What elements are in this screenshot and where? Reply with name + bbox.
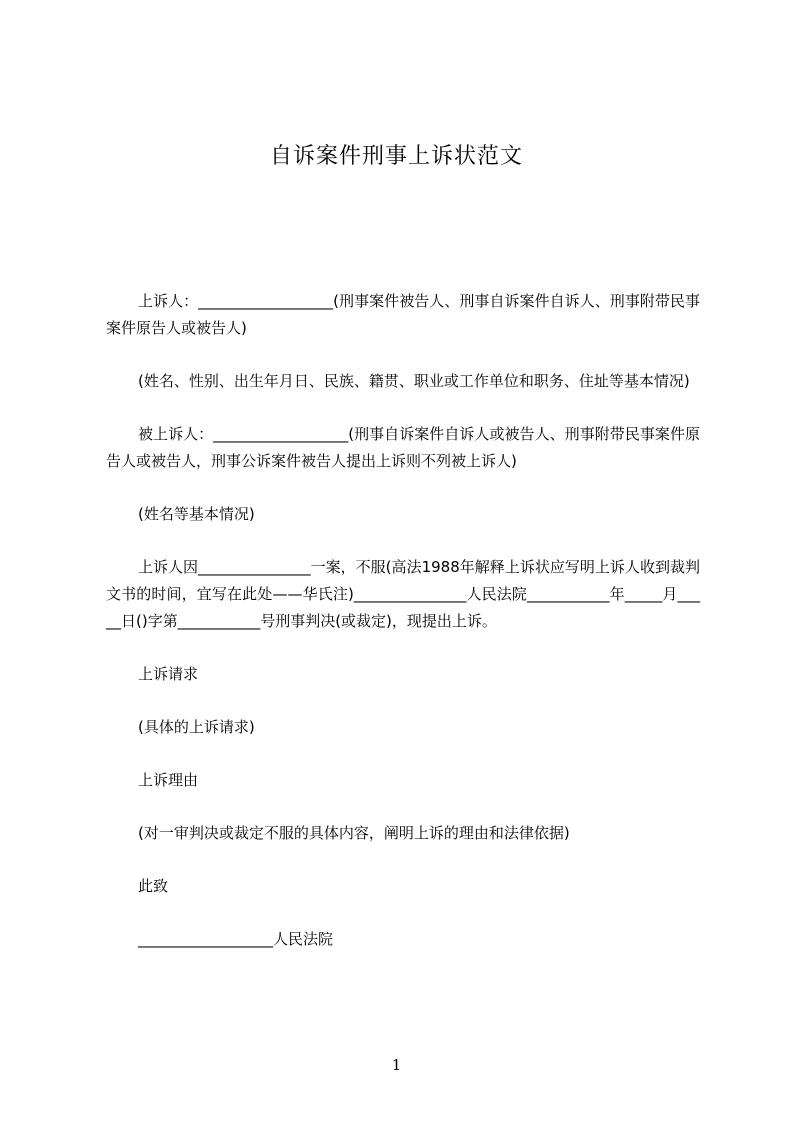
appeal-request-content: (具体的上诉请求) [138,718,255,736]
appellant-paragraph: 上诉人：__________________(刑事案件被告人、刑事自诉案件自诉人、刑事附带民事案件原告人或被告人) [106,292,700,337]
salutation: 此致 [138,877,169,895]
court-addressee: __________________人民法院 [138,930,334,948]
appellant-info-paragraph: (姓名、性别、出生年月日、民族、籍贯、职业或工作单位和职务、住址等基本情况) [138,372,690,390]
appeal-reason-paragraph: 上诉人因_______________一案，不服(高法1988年解释上诉状应写明上诉人收到裁判文书的时间，宜写在此处——华氏注)_______________人民法院___________年_____月_____日()字第___________号刑事判决(或裁定)，现提出上诉。 [106,558,700,630]
document-title: 自诉案件刑事上诉状范文 [269,144,523,169]
document-body [106,288,700,979]
page-number: 1 [391,1056,402,1074]
appeal-grounds-heading: 上诉理由 [138,771,199,789]
appellee-paragraph: 被上诉人：__________________(刑事自诉案件自诉人或被告人、刑事附带民事案件原告人或被告人，刑事公诉案件被告人提出上诉则不列被上诉人) [106,425,700,470]
appellee-info-paragraph: (姓名等基本情况) [138,505,255,523]
appeal-grounds-content: (对一审判决或裁定不服的具体内容，阐明上诉的理由和法律依据) [138,824,570,842]
appeal-request-heading: 上诉请求 [138,665,199,683]
